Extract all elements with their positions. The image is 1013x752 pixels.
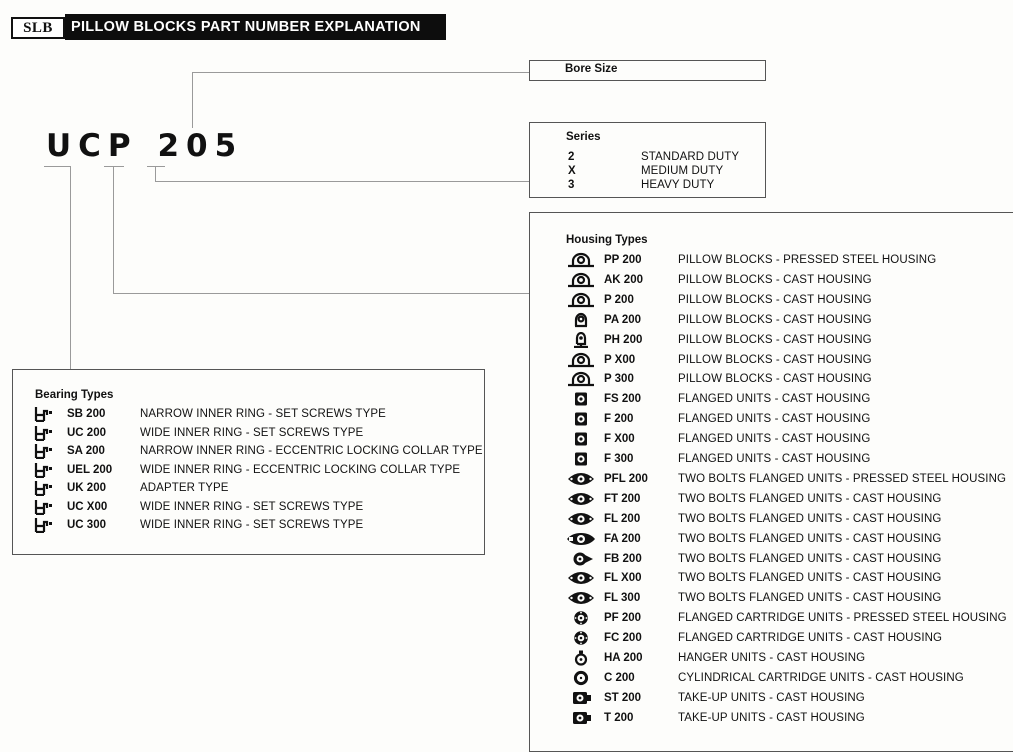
bearing-type-desc: NARROW INNER RING - ECCENTRIC LOCKING COLLAR TYPE [140,445,483,457]
pillow-block-icon [566,352,596,373]
bearing-type-code: SB 200 [67,408,106,420]
housing-type-code: PA 200 [604,313,642,326]
housing-type-code: P 200 [604,293,634,306]
take-up-unit-icon [566,710,596,731]
bearing-type-code: UK 200 [67,482,106,494]
bearing-insert-icon [33,517,59,538]
series-row [568,179,574,191]
housing-type-desc: FLANGED UNITS - CAST HOUSING [678,393,871,406]
housing-type-code: C 200 [604,671,635,684]
bearing-type-desc: WIDE INNER RING - SET SCREWS TYPE [140,426,364,439]
two-bolt-flange-icon [566,590,596,611]
housing-type-code: ST 200 [604,691,642,704]
high-base-block-icon [566,332,596,353]
housing-type-desc: TWO BOLTS FLANGED UNITS - PRESSED STEEL HOUSING [678,472,1007,485]
bearing-type-code: UC X00 [67,500,108,513]
three-bolt-flange-icon [566,551,596,572]
bearing-types-title: Bearing Types [35,389,114,401]
housing-type-desc: FLANGED UNITS - CAST HOUSING [678,413,871,426]
two-bolt-flange-icon [566,511,596,532]
bearing-type-code: UC 300 [67,519,106,531]
housing-types-title: Housing Types [566,234,648,246]
bearing-type-desc: WIDE INNER RING - ECCENTRIC LOCKING COLLAR TYPE [140,463,461,476]
connector-bore-vertical [192,72,193,128]
flange-cartridge-icon [566,630,596,651]
housing-type-desc: HANGER UNITS - CAST HOUSING [678,652,866,664]
housing-type-code: PP 200 [604,254,642,266]
housing-type-desc: PILLOW BLOCKS - CAST HOUSING [678,273,872,286]
series-code: 3 [568,179,575,191]
housing-type-code: FC 200 [604,632,642,645]
housing-type-desc: TAKE-UP UNITS - CAST HOUSING [678,691,865,704]
housing-type-code: FL 200 [604,512,641,525]
housing-type-code: P 300 [604,373,634,386]
housing-type-code: PF 200 [604,612,642,625]
series-code: 2 [568,151,575,163]
adjustable-flange-icon [566,531,596,552]
housing-type-code: FL 300 [604,592,641,605]
housing-type-desc: PILLOW BLOCKS - CAST HOUSING [678,333,872,346]
series-box [529,122,766,198]
housing-type-desc: PILLOW BLOCKS - CAST HOUSING [678,293,872,306]
hanger-unit-icon [566,650,596,671]
part-underline-2 [147,166,165,167]
bearing-type-code: SA 200 [67,445,105,457]
flange-cartridge-icon [566,610,596,631]
bore-size-title: Bore Size [565,63,618,75]
cylindrical-cartridge-icon [566,670,596,691]
series-desc: MEDIUM DUTY [641,165,724,177]
series-desc: STANDARD DUTY [641,151,740,163]
bearing-type-desc: NARROW INNER RING - SET SCREWS TYPE [140,408,386,420]
part-underline-c [104,166,124,167]
housing-type-code: FB 200 [604,552,642,565]
connector-housing-vertical [113,166,114,294]
square-flange-icon [566,391,596,412]
housing-type-code: AK 200 [604,273,643,286]
housing-type-code: HA 200 [604,652,643,664]
part-number [46,128,243,164]
housing-type-desc: TWO BOLTS FLANGED UNITS - CAST HOUSING [678,592,942,605]
bearing-type-desc: WIDE INNER RING - SET SCREWS TYPE [140,500,364,513]
housing-type-code: F X00 [604,433,635,446]
housing-types-box [529,212,1013,752]
housing-type-desc: TAKE-UP UNITS - CAST HOUSING [678,711,865,724]
tapped-base-block-icon [566,312,596,333]
connector-bearing-vertical [70,166,71,369]
square-flange-icon [566,431,596,452]
housing-type-code: FT 200 [604,492,641,505]
page-title: PILLOW BLOCKS PART NUMBER EXPLANATION [65,14,446,40]
square-flange-icon [566,451,596,472]
housing-type-desc: FLANGED UNITS - CAST HOUSING [678,433,871,446]
pillow-block-icon [566,292,596,313]
brand-logo: SLB [11,17,65,39]
housing-type-code: T 200 [604,711,634,724]
connector-series-horizontal [155,181,529,182]
series-title: Series [566,131,601,143]
housing-type-code: FS 200 [604,393,642,406]
connector-bore-horizontal [192,72,529,73]
bearing-type-desc: WIDE INNER RING - SET SCREWS TYPE [140,519,364,531]
pillow-block-icon [566,252,596,273]
housing-type-desc: PILLOW BLOCKS - CAST HOUSING [678,373,872,386]
connector-series-vertical [155,166,156,182]
housing-type-desc: FLANGED UNITS - CAST HOUSING [678,453,871,465]
pillow-block-icon [566,371,596,392]
housing-type-desc: TWO BOLTS FLANGED UNITS - CAST HOUSING [678,512,942,525]
housing-type-code: PH 200 [604,333,643,346]
bearing-type-desc: ADAPTER TYPE [140,482,229,494]
housing-type-code: P X00 [604,353,636,366]
bearing-type-code: UC 200 [67,426,106,439]
two-bolt-flange-icon [566,491,596,512]
housing-type-desc: TWO BOLTS FLANGED UNITS - CAST HOUSING [678,532,942,545]
housing-type-code: F 300 [604,453,634,465]
pillow-block-icon [566,272,596,293]
series-code: X [568,165,576,177]
housing-type-desc: PILLOW BLOCKS - PRESSED STEEL HOUSING [678,254,937,266]
series-row [568,165,576,177]
part-underline-u [44,166,70,167]
square-flange-icon [566,411,596,432]
series-desc: HEAVY DUTY [641,179,715,191]
housing-type-desc: TWO BOLTS FLANGED UNITS - CAST HOUSING [678,572,942,585]
housing-type-desc: FLANGED CARTRIDGE UNITS - CAST HOUSING [678,632,943,645]
bearing-types-box [12,369,485,555]
housing-type-code: PFL 200 [604,472,648,485]
part-number-digits: 205 [157,128,244,164]
housing-type-code: FA 200 [604,532,641,545]
take-up-unit-icon [566,690,596,711]
housing-type-desc: PILLOW BLOCKS - CAST HOUSING [678,353,872,366]
housing-type-desc: PILLOW BLOCKS - CAST HOUSING [678,313,872,326]
housing-type-desc: CYLINDRICAL CARTRIDGE UNITS - CAST HOUSING [678,671,964,684]
two-bolt-flange-icon [566,471,596,492]
connector-housing-horizontal [113,293,529,294]
two-bolt-flange-icon [566,570,596,591]
series-row [568,151,574,163]
housing-type-desc: TWO BOLTS FLANGED UNITS - CAST HOUSING [678,492,942,505]
part-number-prefix: UCP [46,128,138,164]
bearing-type-code: UEL 200 [67,463,113,476]
housing-type-code: F 200 [604,413,634,426]
housing-type-desc: TWO BOLTS FLANGED UNITS - CAST HOUSING [678,552,942,565]
housing-type-desc: FLANGED CARTRIDGE UNITS - PRESSED STEEL HOUSING [678,612,1007,625]
housing-type-code: FL X00 [604,572,642,585]
